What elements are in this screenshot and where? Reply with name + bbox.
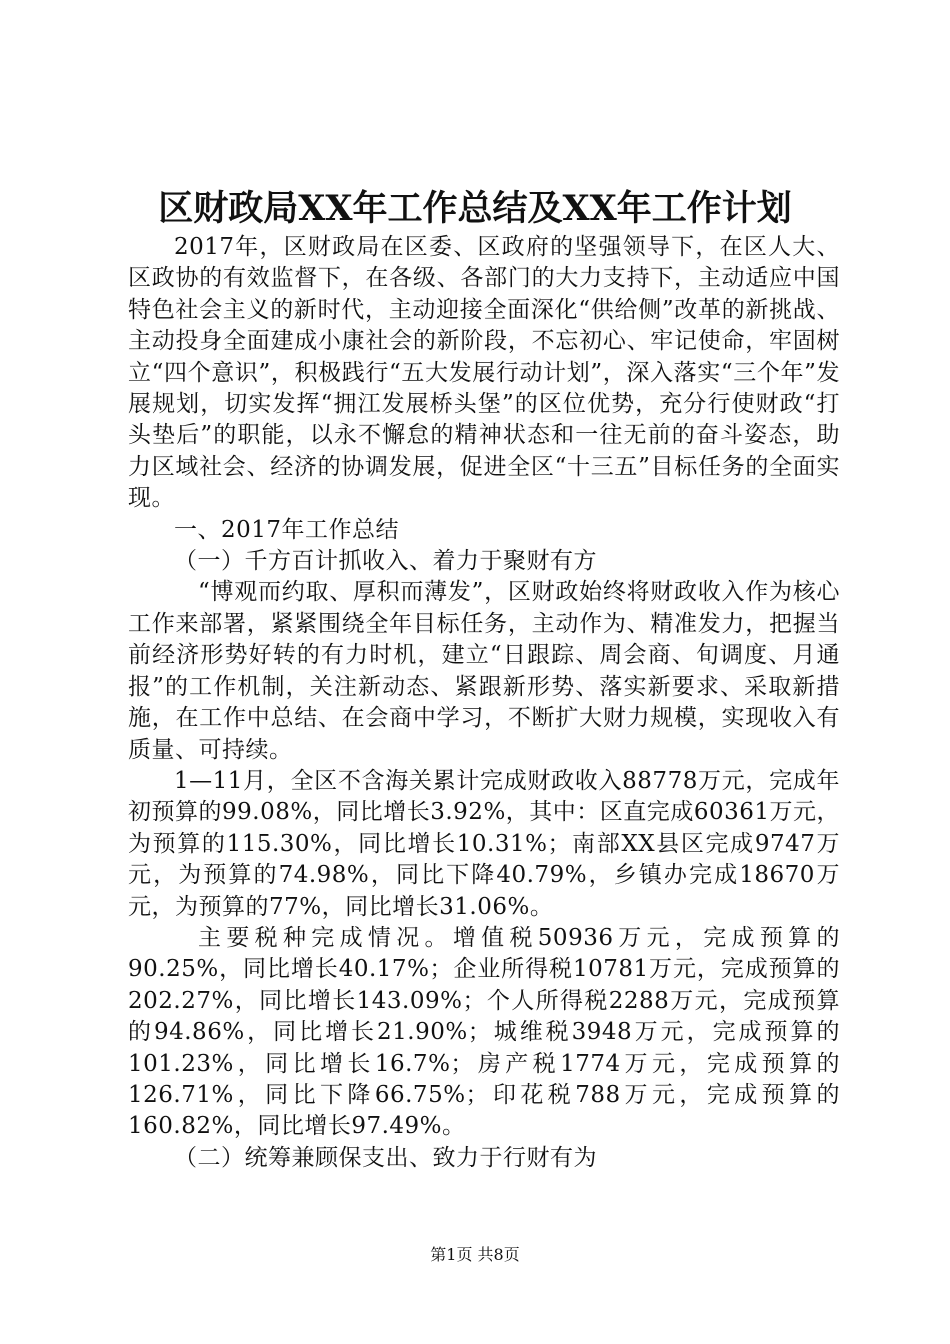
tax-figures-paragraph: 主要税种完成情况。增值税50936万元，完成预算的90.25%，同比增长40.17%；企业所得税10781万元，完成预算的202.27%，同比增长143.09%；个人所得税2288万元，完成预算的94.86%，同比增长21.90%；城维税3948万元，完成预算的101.23%，同比增长16.7%；房产税1774万元，完成预算的126.71%，同比下降66.75%；印花税788万元，完成预算的160.82%，同比增长97.49%。	[128, 924, 840, 1140]
document-title: 区财政局XX年工作总结及XX年工作计划	[158, 188, 792, 229]
subsection-heading-revenue: （一）千方百计抓收入、着力于聚财有方	[174, 548, 597, 575]
subsection-heading-expenditure: （二）统筹兼顾保支出、致力于行财有为	[174, 1144, 597, 1171]
page-number-footer: 第1页 共8页	[430, 1245, 520, 1264]
revenue-figures-paragraph: 1—11月，全区不含海关累计完成财政收入88778万元，完成年初预算的99.08%，同比增长3.92%，其中：区直完成60361万元，为预算的115.30%，同比增长10.31%；南部XX县区完成9747万元，为预算的74.98%，同比下降40.79%，乡镇办完成18670万元，为预算的77%，同比增长31.06%。	[128, 767, 840, 920]
document-body	[128, 232, 840, 1174]
intro-paragraph: 2017年，区财政局在区委、区政府的坚强领导下，在区人大、区政协的有效监督下，在各级、各部门的大力支持下，主动适应中国特色社会主义的新时代，主动迎接全面深化“供给侧”改革的新挑战、主动投身全面建成小康社会的新阶段，不忘初心、牢记使命，牢固树立“四个意识”，积极践行“五大发展行动计划”，深入落实“三个年”发展规划，切实发挥“拥江发展桥头堡”的区位优势，充分行使财政“打头垫后”的职能，以永不懈怠的精神状态和一往无前的奋斗姿态，助力区域社会、经济的协调发展，促进全区“十三五”目标任务的全面实现。	[128, 234, 840, 512]
revenue-paragraph: “博观而约取、厚积而薄发”，区财政始终将财政收入作为核心工作来部署，紧紧围绕全年目标任务，主动作为、精准发力，把握当前经济形势好转的有力时机，建立“日跟踪、周会商、旬调度、月通报”的工作机制，关注新动态、紧跟新形势、落实新要求、采取新措施，在工作中总结、在会商中学习，不断扩大财力规模，实现收入有质量、可持续。	[128, 579, 840, 763]
section-heading-summary: 一、2017年工作总结	[174, 516, 400, 543]
